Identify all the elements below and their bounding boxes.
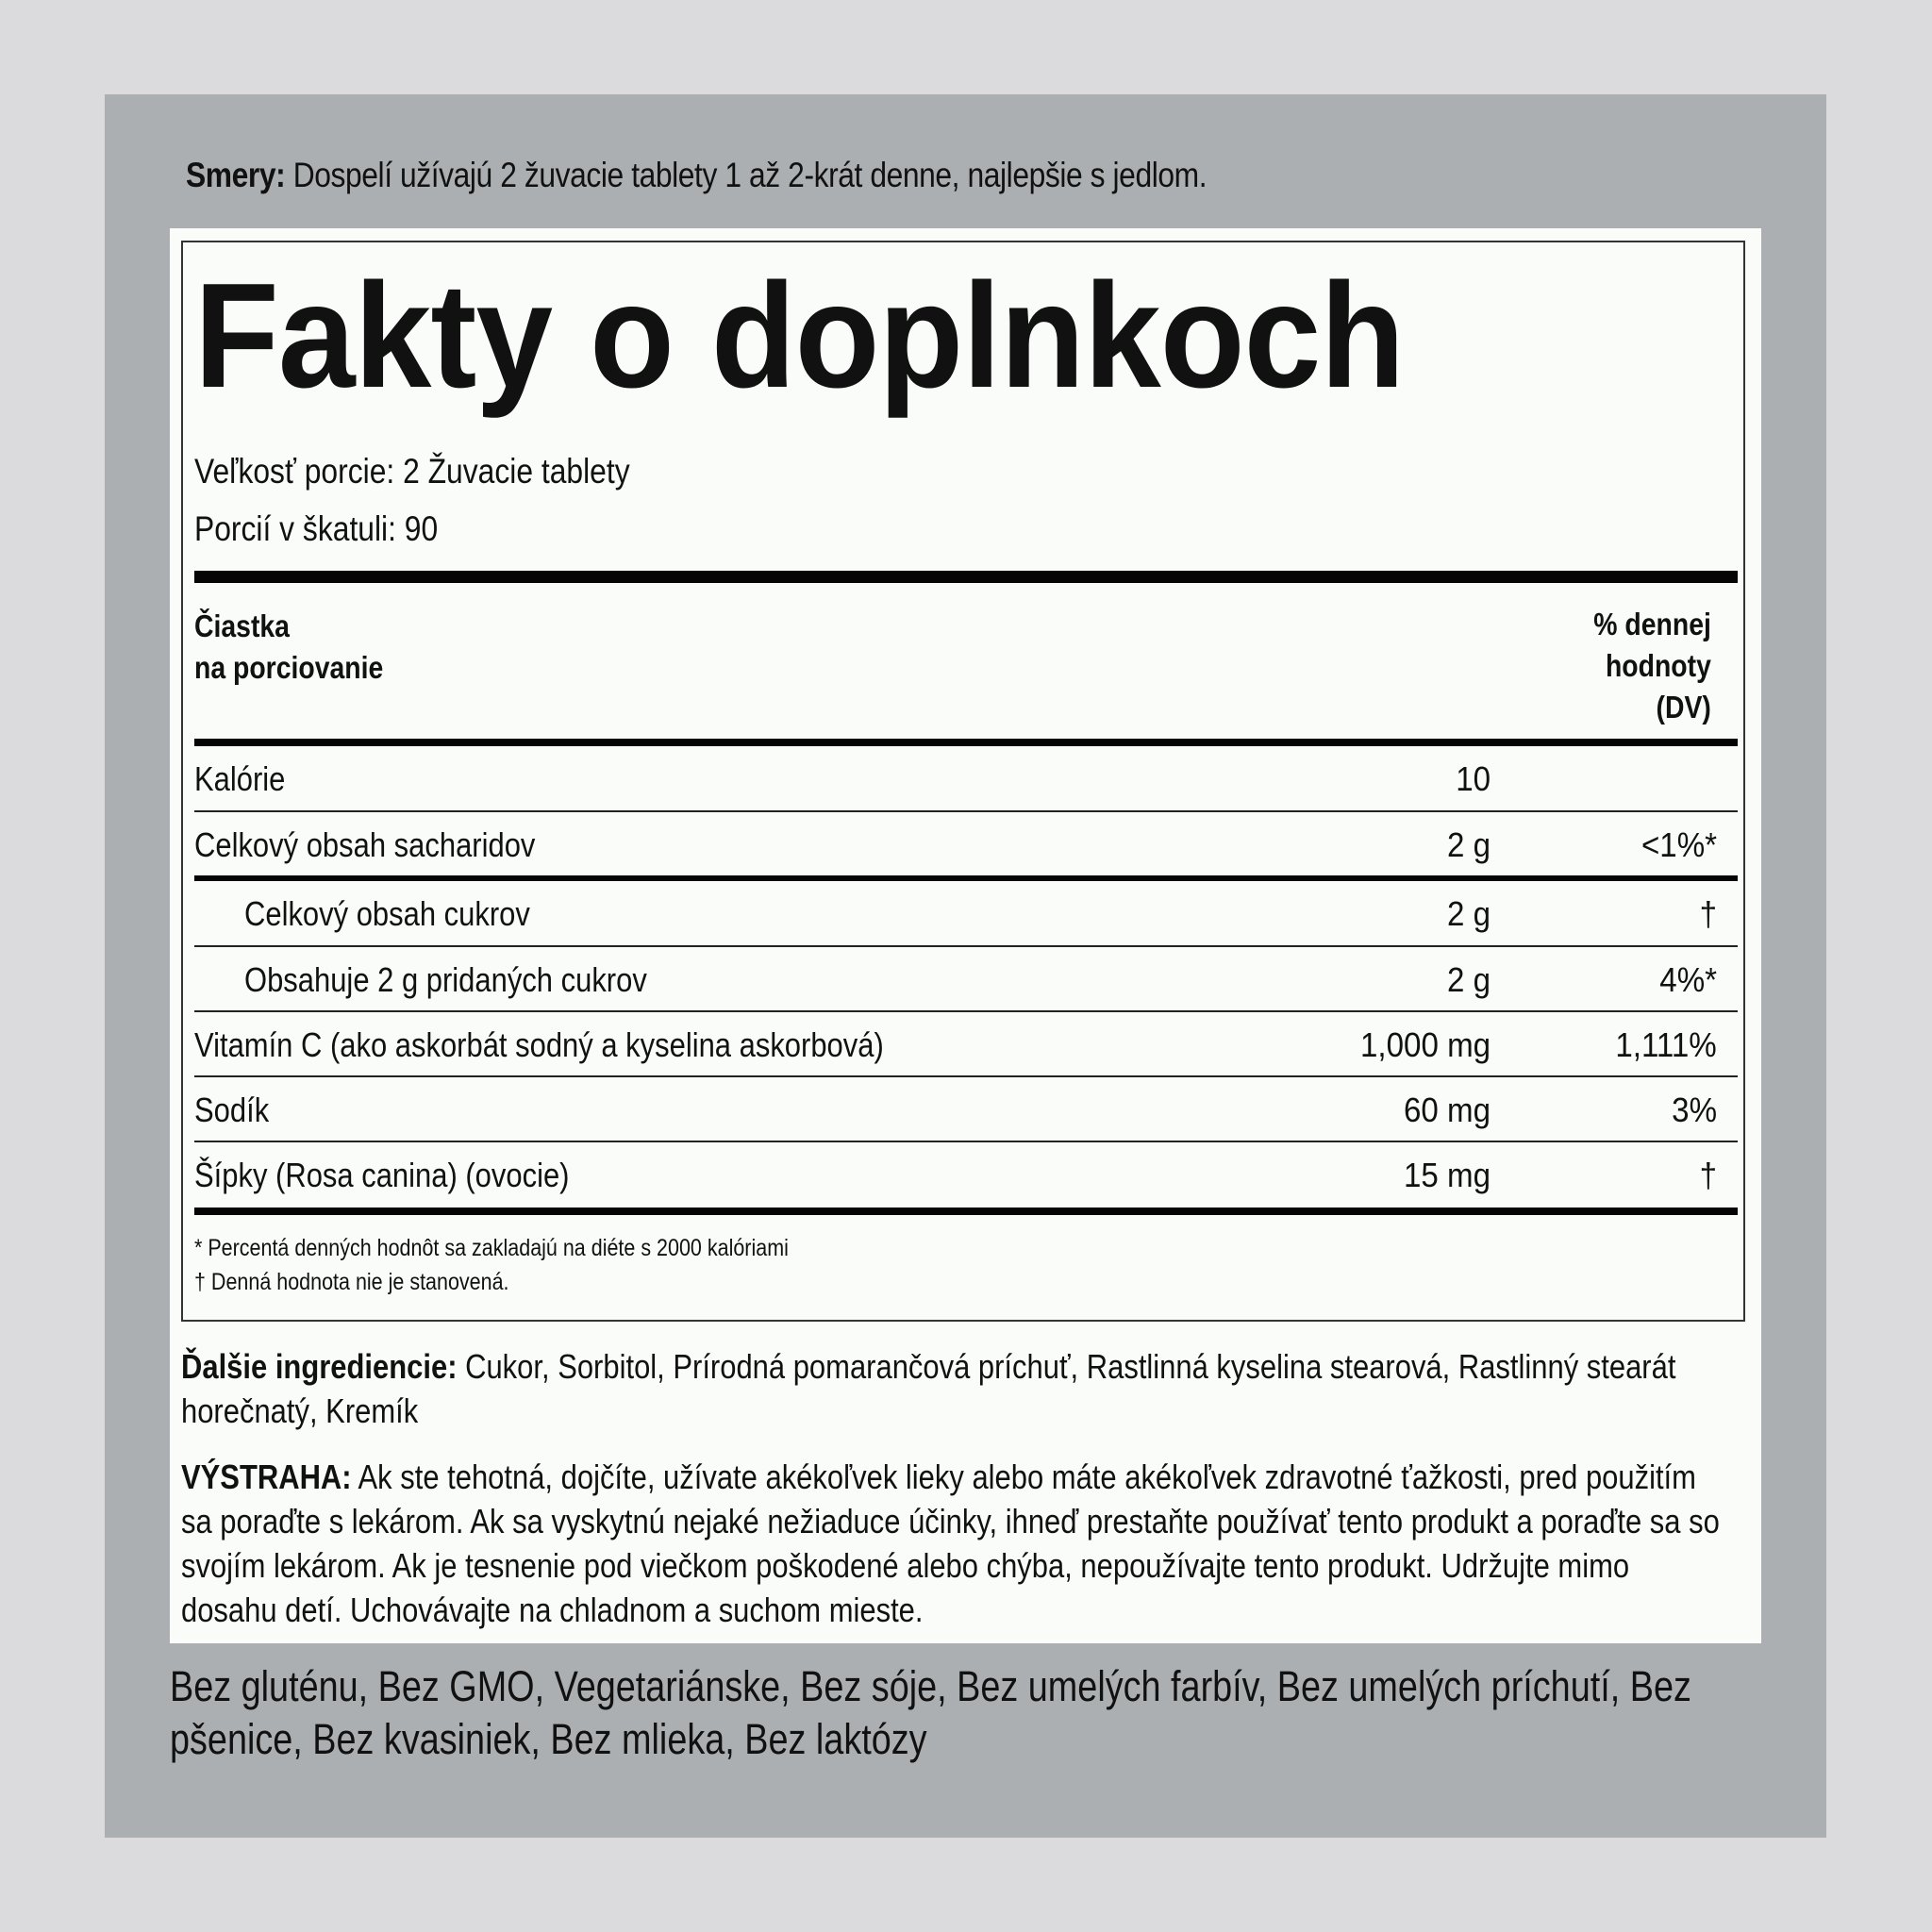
nutrient-row: Sodík 60 mg 3% xyxy=(194,1091,1717,1129)
other-ingredients-label: Ďalšie ingrediencie: xyxy=(181,1347,458,1386)
footnote-daily-value: * Percentá denných hodnôt sa zakladajú na diéte s 2000 kalóriami xyxy=(194,1235,789,1261)
footnote-not-established: † Denná hodnota nie je stanovená. xyxy=(194,1269,509,1295)
warning-text: Ak ste tehotná, dojčíte, užívate akékoľvek lieky alebo máte akékoľvek zdravotné ťažkosti, pred použitím sa poraďte s lekárom. Ak sa vyskytnú nejaké nežiaduce účinky, ihneď prestaňte používať tento produkt a poraďte sa so svojím lekárom. Ak je tesnenie pod viečkom poškodené alebo chýba, nepoužívajte tento produkt. Udržujte mimo dosahu detí. Uchovávajte na chladnom a suchom mieste. xyxy=(181,1457,1720,1629)
divider-thick xyxy=(194,739,1738,746)
facts-title: Fakty o doplnkoch xyxy=(194,253,1405,419)
nutrient-row: Celkový obsah cukrov 2 g † xyxy=(244,894,1717,933)
directions-text: Dospelí užívajú 2 žuvacie tablety 1 až 2-krát denne, najlepšie s jedlom. xyxy=(285,156,1208,194)
servings-per-container: Porcií v škatuli: 90 xyxy=(194,509,439,548)
warning-label: VÝSTRAHA: xyxy=(181,1457,352,1496)
nutrient-row: Šípky (Rosa canina) (ovocie) 15 mg † xyxy=(194,1156,1717,1194)
nutrient-row: Vitamín C (ako askorbát sodný a kyselina askorbová) 1,000 mg 1,111% xyxy=(194,1025,1717,1064)
warning xyxy=(181,1455,1723,1632)
directions-label: Smery: xyxy=(186,156,286,194)
supplement-facts-box xyxy=(181,241,1745,1322)
divider-thick xyxy=(194,571,1738,583)
amount-per-serving-header: Čiastka na porciovanie xyxy=(194,608,384,685)
directions xyxy=(186,156,1207,195)
serving-size: Veľkosť porcie: 2 Žuvacie tablety xyxy=(194,452,630,491)
other-ingredients-text: Cukor, Sorbitol, Prírodná pomarančová príchuť, Rastlinná kyselina stearová, Rastlinný stearát horečnatý, Kremík xyxy=(181,1347,1676,1430)
nutrient-row: Obsahuje 2 g pridaných cukrov 2 g 4%* xyxy=(244,960,1717,999)
nutrient-row: Kalórie 10 xyxy=(194,759,1491,798)
nutrient-row: Celkový obsah sacharidov 2 g <1%* xyxy=(194,825,1717,864)
daily-value-header: % dennej hodnoty (DV) xyxy=(1593,607,1711,724)
label-card xyxy=(170,228,1761,1643)
divider-thick xyxy=(194,1208,1738,1215)
other-ingredients xyxy=(181,1344,1723,1433)
free-from-claims: Bez gluténu, Bez GMO, Vegetariánske, Bez sóje, Bez umelých farbív, Bez umelých príchutí, Bez pšenice, Bez kvasiniek, Bez mlieka, Bez laktózy xyxy=(170,1662,1691,1763)
